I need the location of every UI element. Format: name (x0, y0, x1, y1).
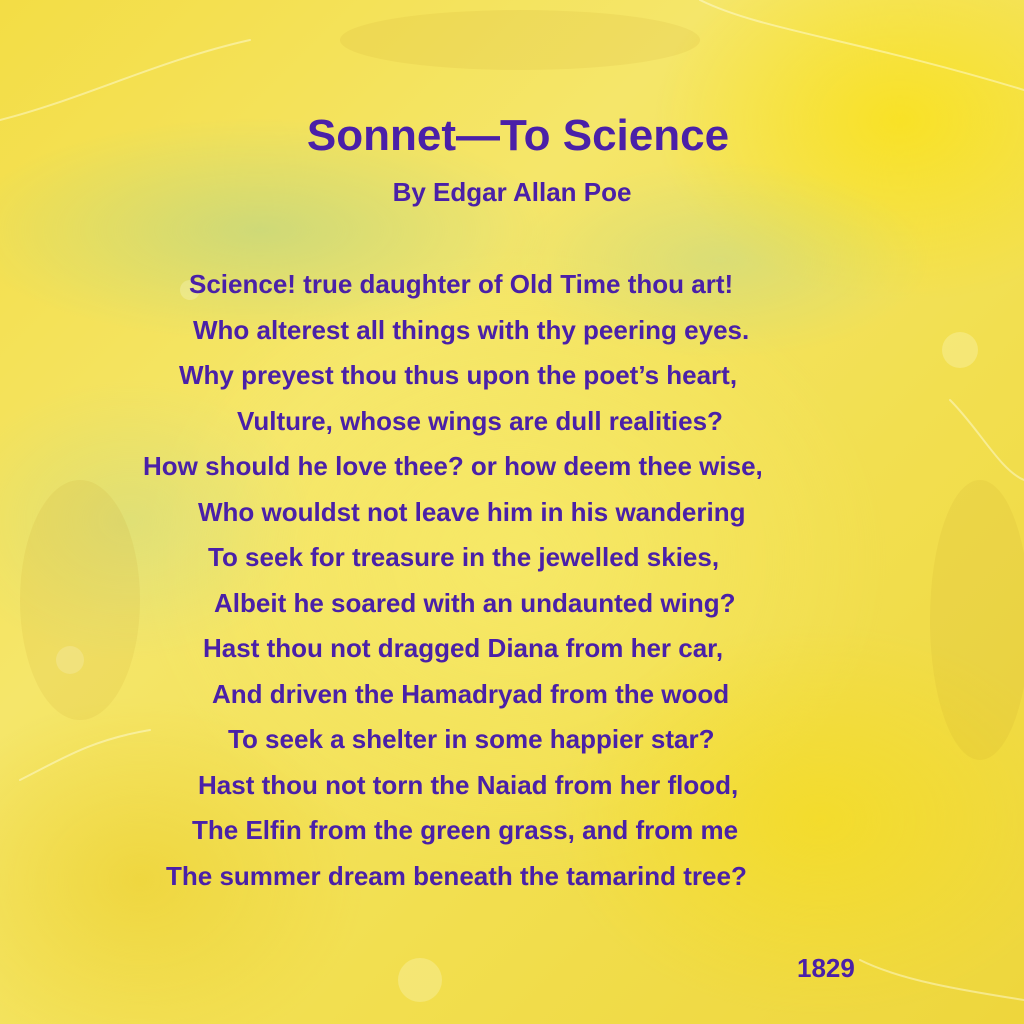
poem-line: Albeit he soared with an undaunted wing? (214, 588, 736, 618)
poem-line: Vulture, whose wings are dull realities? (237, 406, 723, 436)
poem-line: To seek for treasure in the jewelled skies, (208, 542, 720, 572)
poem-line: To seek a shelter in some happier star? (228, 724, 715, 754)
poem-line: And driven the Hamadryad from the wood (212, 679, 730, 709)
poem-line: The summer dream beneath the tamarind tree? (166, 861, 747, 891)
poem-line: Who wouldst not leave him in his wandering (198, 497, 746, 527)
poem-line: Hast thou not dragged Diana from her car, (203, 633, 724, 663)
poem-line: Why preyest thou thus upon the poet’s heart, (179, 360, 738, 390)
poem-year: 1829 (797, 953, 855, 983)
poem-line: Hast thou not torn the Naiad from her flood, (198, 770, 739, 800)
poem-line: How should he love thee? or how deem thee wise, (143, 451, 763, 481)
poem-line: Science! true daughter of Old Time thou art! (189, 269, 734, 299)
poem-line: The Elfin from the green grass, and from me (192, 815, 739, 845)
poem-title: Sonnet—To Science (306, 111, 730, 160)
poem-author: By Edgar Allan Poe (392, 177, 632, 207)
poem-line: Who alterest all things with thy peering eyes. (193, 315, 750, 345)
